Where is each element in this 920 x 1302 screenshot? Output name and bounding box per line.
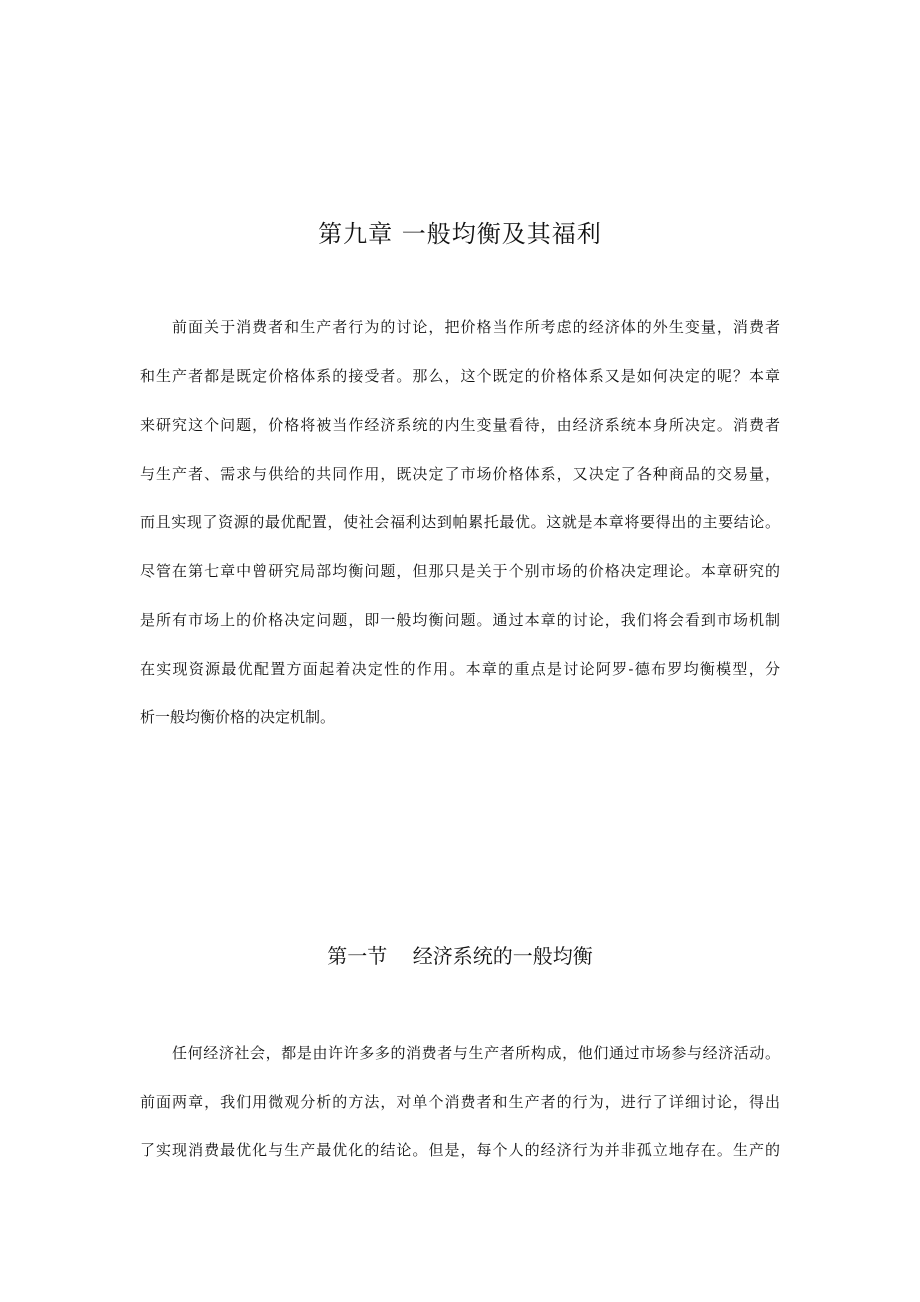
intro-line: 前面关于消费者和生产者行为的讨论，把价格当作所考虑的经济体的外生变量，消费者 <box>172 318 780 336</box>
section-line: 任何经济社会，都是由许许多多的消费者与生产者所构成，他们通过市场参与经济活动。 <box>172 1044 780 1062</box>
intro-line: 尽管在第七章中曾研究局部均衡问题，但那只是关于个别市场的价格决定理论。本章研究的 <box>140 562 780 580</box>
section-line: 了实现消费最优化与生产最优化的结论。但是，每个人的经济行为并非孤立地存在。生产的 <box>140 1141 780 1159</box>
intro-line: 是所有市场上的价格决定问题，即一般均衡问题。通过本章的讨论，我们将会看到市场机制 <box>140 611 780 629</box>
intro-line: 和生产者都是既定价格体系的接受者。那么，这个既定的价格体系又是如何决定的呢？本章 <box>140 367 780 385</box>
section-title: 第一节 经济系统的一般均衡 <box>327 944 593 968</box>
section-line: 前面两章，我们用微观分析的方法，对单个消费者和生产者的行为，进行了详细讨论，得出 <box>140 1093 780 1111</box>
intro-line: 来研究这个问题，价格将被当作经济系统的内生变量看待，由经济系统本身所决定。消费者 <box>140 416 780 434</box>
chapter-title: 第九章 一般均衡及其福利 <box>318 220 602 248</box>
intro-line: 在实现资源最优配置方面起着决定性的作用。本章的重点是讨论阿罗-德布罗均衡模型，分 <box>140 660 780 678</box>
intro-line: 而且实现了资源的最优配置，使社会福利达到帕累托最优。这就是本章将要得出的主要结论。 <box>140 513 780 531</box>
intro-line: 析一般均衡价格的决定机制。 <box>140 708 336 726</box>
intro-line: 与生产者、需求与供给的共同作用，既决定了市场价格体系，又决定了各种商品的交易量， <box>140 465 780 483</box>
